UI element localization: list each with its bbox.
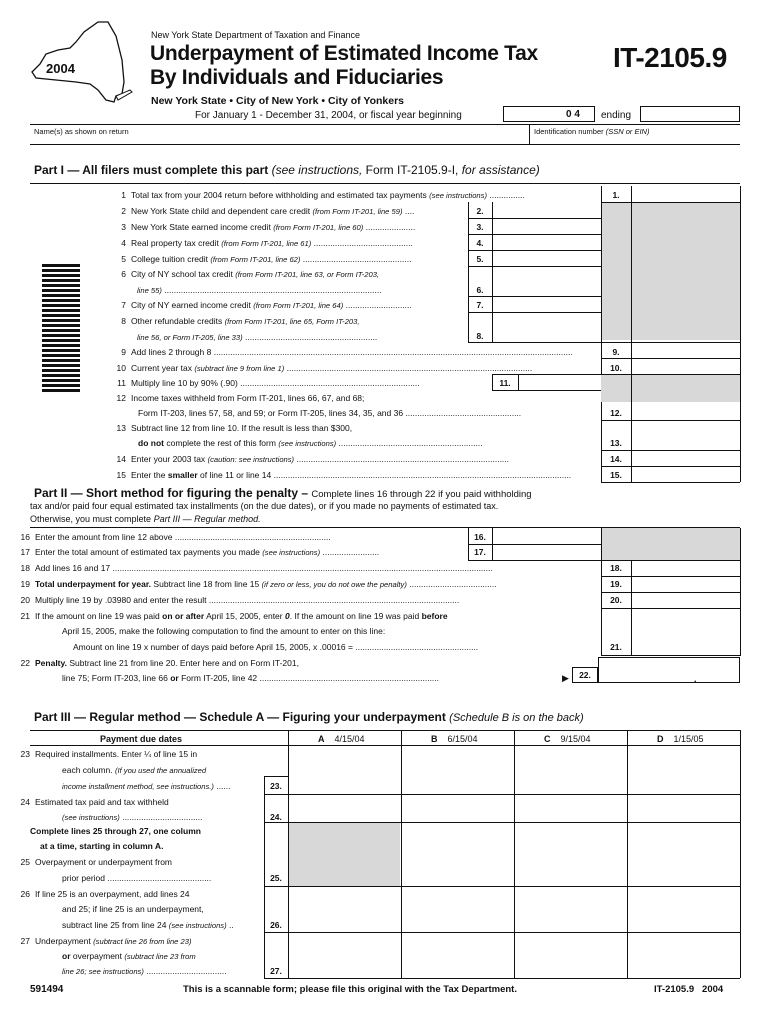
line-text-bold: Penalty. (35, 658, 67, 668)
form-id: IT-2105.9 (613, 42, 727, 73)
line-text: If line 25 is an overpayment, add lines 24 (35, 889, 190, 899)
line-27 (14, 936, 191, 946)
line-27-col-d[interactable] (628, 960, 739, 978)
line-text-bold: on or after (162, 611, 205, 621)
leader-dots: ........................................................ (245, 332, 378, 342)
line-number: 3 (121, 222, 126, 232)
line-number: 16 (20, 532, 30, 542)
col-date: 4/15/04 (334, 734, 365, 744)
form-year: 2004 (46, 61, 75, 76)
line-number: 27 (20, 936, 30, 946)
line-5 (110, 254, 411, 264)
leader-dots: .......................................................................................................... (208, 595, 460, 605)
line-13 (110, 423, 352, 433)
period-label: For January 1 - December 31, 2004, or fiscal year beginning (195, 110, 462, 121)
col-letter: A (318, 734, 325, 744)
line-text-2: complete the rest of this form (166, 438, 276, 448)
complete-instruction-1: Complete lines 25 through 27, one column (30, 826, 201, 836)
line-text: Current year tax (131, 363, 192, 373)
barcode (42, 264, 80, 394)
names-label: Name(s) as shown on return (34, 127, 129, 136)
line-23-col-b[interactable] (402, 776, 513, 794)
col-b-header (431, 734, 478, 744)
line-text: Real property tax credit (131, 238, 219, 248)
line-16 (14, 532, 331, 542)
line-15-label: 15. (610, 470, 622, 480)
line-7-label: 7. (476, 300, 484, 310)
col-date: 1/15/05 (673, 734, 704, 744)
line-21-calc (73, 642, 478, 652)
line-23-col-a[interactable] (289, 776, 400, 794)
line-6 (110, 269, 379, 279)
part3-title-italic: (Schedule B is on the back) (449, 712, 584, 724)
line-19 (14, 579, 497, 589)
line-24-cont (62, 812, 203, 822)
line-text: Enter the total amount of estimated tax payments you made (35, 547, 260, 557)
part3-title-bold: Part III — Regular method — Schedule A — Figuring your underpayment (34, 710, 446, 724)
line-16-amount[interactable] (493, 528, 600, 544)
line-22-amount[interactable] (598, 657, 740, 683)
line-26-col-a[interactable] (289, 914, 400, 932)
line-12-amount[interactable] (632, 402, 739, 420)
line-number: 23 (20, 749, 30, 759)
line-3-label: 3. (476, 222, 484, 232)
line-27-label: 27. (270, 966, 282, 976)
line-text: New York State earned income credit (131, 222, 271, 232)
part2-desc-2 (30, 514, 261, 524)
ending-label: ending (601, 110, 632, 121)
line-10-amount[interactable] (632, 358, 739, 374)
leader-dots: ...... (216, 781, 231, 791)
line-number: 13 (116, 423, 126, 433)
line-8-amount[interactable] (493, 327, 600, 342)
leader-dots: ............................ (345, 300, 412, 310)
line-number: 11 (117, 378, 126, 388)
part2-title (34, 486, 532, 500)
line-number: 21 (20, 611, 30, 621)
col-date: 6/15/04 (447, 734, 478, 744)
col-letter: D (657, 734, 664, 744)
payment-due-dates-header: Payment due dates (100, 734, 183, 744)
line-hint: (from Form IT-201, line 64) (253, 301, 344, 310)
leader-dots: .......................................................................................... (296, 454, 510, 464)
line-13-cont (138, 438, 483, 448)
part1-title-bold: Part I — All filers must complete this part (34, 163, 269, 177)
line-hint-2: line 56, or Form IT-205, line 33) (137, 333, 243, 342)
leader-dots: ........................................................................................................................................................ (213, 347, 573, 357)
line-text: Subtract line 18 from line 15 (153, 579, 260, 589)
line-text: Multiply line 19 by .03980 and enter the result (35, 595, 207, 605)
line-22 (14, 658, 299, 668)
line-number: 1 (121, 190, 126, 200)
line-14-label: 14. (610, 454, 622, 464)
line-26-col-b[interactable] (402, 914, 513, 932)
line-text-3: Amount on line 19 x number of days paid before April 15, 2005, x .00016 = (73, 642, 353, 652)
line-hint: (see instructions) (62, 813, 120, 822)
line-24-col-c[interactable] (515, 806, 626, 822)
line-hint: (If you used the annualized (114, 766, 207, 775)
line-number: 4 (121, 238, 126, 248)
line-hint: (from Form IT-201, line 62) (210, 255, 301, 264)
line-text-2: each column. (62, 765, 113, 775)
line-number: 14 (116, 454, 126, 464)
line-21-label: 21. (610, 642, 622, 652)
part1-title-tail: for assistance) (461, 163, 540, 177)
line-text-2: overpayment (72, 951, 123, 961)
part3-title (34, 710, 584, 724)
line-hint: (from Form IT-201, line 65, Form IT-203, (224, 317, 360, 326)
line-26 (14, 889, 190, 899)
line-17-amount[interactable] (493, 544, 600, 560)
id-hint: (SSN or EIN) (605, 127, 650, 136)
line-number: 20 (20, 595, 30, 605)
line-text-d: 0 (285, 611, 290, 621)
line-25 (14, 857, 172, 867)
line-21-amount[interactable] (632, 637, 739, 655)
line-7 (110, 300, 412, 310)
line-hint: (caution: see instructions) (207, 455, 295, 464)
line-number: 26 (20, 889, 30, 899)
line-10-label: 10. (610, 363, 622, 373)
line-text-f: before (421, 611, 448, 621)
line-25-col-b[interactable] (402, 868, 513, 886)
line-text: If the amount on line 19 was paid (35, 611, 160, 621)
line-27-col-c[interactable] (515, 960, 626, 978)
line-25-label: 25. (270, 873, 282, 883)
line-13-amount[interactable] (632, 432, 739, 450)
line-27-col-a[interactable] (289, 960, 400, 978)
decimal-point: . (694, 674, 697, 684)
leader-dots: ........................................................................................................ (286, 363, 533, 373)
period-digits: 0 4 (566, 109, 580, 120)
line-6-label: 6. (476, 285, 484, 295)
line-10 (110, 363, 532, 373)
col-letter: C (544, 734, 551, 744)
line-text-bold: do not (138, 438, 164, 448)
leader-dots: ............................................ (107, 873, 212, 883)
line-text-2: line 75; Form IT-203, line 66 (62, 673, 168, 683)
leader-dots: ............... (489, 190, 525, 200)
line-24-col-b[interactable] (402, 806, 513, 822)
line-text: Required installments. Enter ¼ of line 15 in (35, 749, 198, 759)
line-number: 18 (20, 563, 30, 573)
line-hint: (if zero or less, you do not owe the penalty) (261, 580, 407, 589)
line-number: 6 (121, 269, 126, 279)
line-5-amount[interactable] (493, 250, 600, 266)
leader-dots: .... (404, 206, 415, 216)
line-12-label: 12. (610, 408, 622, 418)
line-number: 8 (121, 316, 126, 326)
line-hint-3: line 26; see instructions) (62, 967, 144, 976)
line-4-label: 4. (476, 238, 484, 248)
line-text: Income taxes withheld from Form IT-201, lines 66, 67, and 68; (131, 393, 365, 403)
arrow-icon: ▶ (562, 673, 569, 683)
line-17 (14, 547, 379, 557)
line-6-cont (137, 285, 382, 295)
line-hint: (from Form IT-201, line 59) (312, 207, 403, 216)
line-14 (110, 454, 509, 464)
part2-title-bold: Part II — Short method for figuring the penalty – (34, 486, 309, 500)
line-17-label: 17. (474, 547, 486, 557)
col-letter: B (431, 734, 438, 744)
form-title-line1: Underpayment of Estimated Income Tax (150, 42, 538, 65)
line-hint: (subtract line 9 from line 1) (194, 364, 285, 373)
line-23-cont2 (62, 781, 231, 791)
line-number: 9 (121, 347, 126, 357)
line-hint-2: income installment method, see instructions.) (62, 782, 214, 791)
line-2-label: 2. (476, 206, 484, 216)
line-hint: (see instructions) (429, 191, 487, 200)
col-d-header (657, 734, 704, 744)
line-18-amount[interactable] (632, 560, 739, 576)
line-text: College tuition credit (131, 254, 209, 264)
line-2 (110, 206, 414, 216)
id-label: Identification number (534, 127, 604, 136)
leader-dots: ..................... (365, 222, 416, 232)
part2-desc-2a: Otherwise, you must complete (30, 514, 152, 524)
part2-desc-2b: Part III — Regular method. (153, 514, 261, 524)
leader-dots: ............................................................................................ (164, 285, 382, 295)
leader-dots: .............................................................................................................................. (273, 470, 572, 480)
footer-form-year: IT-2105.9 2004 (654, 984, 724, 995)
part2-title-rest: Complete lines 16 through 22 if you paid withholding (311, 489, 532, 500)
line-number: 5 (121, 254, 126, 264)
line-6-amount[interactable] (493, 280, 600, 296)
line-3 (110, 222, 415, 232)
line-24-col-d[interactable] (628, 806, 739, 822)
line-number: 12 (116, 393, 126, 403)
line-text-2: Form IT-203, lines 57, 58, and 59; or Form IT-205, lines 34, 35, and 36 (138, 408, 404, 418)
line-number: 15 (116, 470, 126, 480)
line-text-c: April 15, 2005, enter (206, 611, 283, 621)
line-number: 24 (20, 797, 30, 807)
fiscal-end-field[interactable] (640, 106, 740, 122)
fiscal-begin-field[interactable] (503, 106, 595, 122)
line-text: Subtract line 12 from line 10. If the result is less than $300, (131, 423, 353, 433)
jurisdictions: New York State • City of New York • City of Yonkers (151, 95, 405, 107)
line-text: Enter the (131, 470, 166, 480)
line-18 (14, 563, 493, 573)
line-hint: (see instructions) (278, 439, 337, 448)
leader-dots: ................................................. (405, 408, 522, 418)
line-number: 19 (20, 579, 30, 589)
line-text-2c: Form IT-205, line 42 (181, 673, 258, 683)
line-23-col-d[interactable] (628, 776, 739, 794)
complete-instruction-2: at a time, starting in column A. (40, 841, 164, 851)
line-27-cont2 (62, 966, 227, 976)
line-text: City of NY school tax credit (131, 269, 233, 279)
line-number: 22 (20, 658, 30, 668)
line-23-label: 23. (270, 781, 282, 791)
line-text: Enter your 2003 tax (131, 454, 206, 464)
line-hint: (from Form IT-201, line 61) (221, 239, 312, 248)
line-9-amount[interactable] (632, 342, 739, 358)
line-18-label: 18. (610, 563, 622, 573)
leader-dots: .............................................. (302, 254, 412, 264)
line-3-amount[interactable] (493, 218, 600, 234)
line-text-or: or (62, 951, 71, 961)
line-number: 7 (121, 300, 126, 310)
line-text-bold: Total underpayment for year. (35, 579, 152, 589)
id-label-wrap (534, 127, 649, 136)
leader-dots: ..................................... (409, 579, 497, 589)
line-11-amount[interactable] (519, 374, 601, 390)
col-c-header (544, 734, 591, 744)
line-number: 2 (121, 206, 126, 216)
line-text-e: . If the amount on line 19 was paid (289, 611, 420, 621)
line-26-col-c[interactable] (515, 914, 626, 932)
line-24-col-a[interactable] (289, 806, 400, 822)
leader-dots: ............................................................. (338, 438, 483, 448)
col-date: 9/15/04 (560, 734, 591, 744)
line-15 (110, 470, 571, 480)
line-24 (14, 797, 169, 807)
line-11 (110, 378, 420, 388)
line-number: 17 (20, 547, 30, 557)
footer-notice: This is a scannable form; please file this original with the Tax Department. (183, 984, 517, 995)
line-19-amount[interactable] (632, 576, 739, 592)
leader-dots: ............................................................................ (259, 673, 440, 683)
line-9-label: 9. (612, 347, 620, 357)
line-27-cont (62, 951, 196, 961)
line-15-amount[interactable] (632, 466, 739, 482)
leader-dots: .................................................... (355, 642, 479, 652)
line-27-col-b[interactable] (402, 960, 513, 978)
line-16-label: 16. (474, 532, 486, 542)
line-text: Total tax from your 2004 return before withholding and estimated tax payments (131, 190, 427, 200)
line-hint: (see instructions) (262, 548, 321, 557)
line-text: Enter the amount from line 12 above (35, 532, 173, 542)
line-20-label: 20. (610, 595, 622, 605)
line-text: Add lines 2 through 8 (131, 347, 212, 357)
line-20-amount[interactable] (632, 592, 739, 608)
leader-dots: .................................. (122, 812, 203, 822)
line-text: City of NY earned income credit (131, 300, 251, 310)
line-1 (110, 190, 525, 200)
line-5-label: 5. (476, 254, 484, 264)
line-hint: (see instructions) (168, 921, 227, 930)
line-text: Estimated tax paid and tax withheld (35, 797, 169, 807)
line-text: New York State child and dependent care credit (131, 206, 311, 216)
line-26-cont2 (62, 920, 234, 930)
line-text: Overpayment or underpayment from (35, 857, 173, 867)
line-text: Subtract line 21 from line 20. Enter here and on Form IT-201, (69, 658, 299, 668)
col-a-header (318, 734, 365, 744)
line-14-amount[interactable] (632, 450, 739, 466)
part1-title-form: Form IT-2105.9-I, (365, 163, 459, 177)
line-7-amount[interactable] (493, 296, 600, 312)
part2-desc-1: tax and/or paid four equal estimated tax installments (on the due dates), or if you made no payments of estimated tax. (30, 501, 499, 511)
leader-dots: .................................................................. (174, 532, 331, 542)
line-21-cont: April 15, 2005, make the following computation to find the amount to enter on this line: (62, 626, 386, 636)
line-8-label: 8. (476, 331, 484, 341)
leader-dots: ............................................................................ (240, 378, 420, 388)
footer-code: 591494 (30, 984, 64, 995)
line-9 (110, 347, 573, 357)
line-hint: (subtract line 26 from line 23) (93, 937, 192, 946)
line-12 (110, 393, 364, 403)
line-text-2: prior period (62, 873, 105, 883)
line-25-col-d[interactable] (628, 868, 739, 886)
line-number: 25 (20, 857, 30, 867)
line-19-label: 19. (610, 579, 622, 589)
line-23-col-c[interactable] (515, 776, 626, 794)
leader-dots: ................................................................................................................................................................. (112, 563, 493, 573)
line-22-cont (62, 673, 439, 683)
line-hint: (from Form IT-201, line 63, or Form IT-203, (235, 270, 380, 279)
line-26-cont: and 25; if line 25 is an underpayment, (62, 904, 204, 914)
line-26-label: 26. (270, 920, 282, 930)
agency-name: New York State Department of Taxation and Finance (151, 30, 360, 40)
line-text-c: of line 11 or line 14 (200, 470, 272, 480)
line-text-or: or (170, 673, 179, 683)
part1-title-italic: (see instructions, (271, 163, 363, 177)
line-8-cont (137, 332, 377, 342)
line-8 (110, 316, 359, 326)
line-24-label: 24. (270, 812, 282, 822)
leader-dots: ........................ (322, 547, 380, 557)
line-21 (14, 611, 448, 621)
form-title-line2: By Individuals and Fiduciaries (150, 66, 444, 89)
line-text: Other refundable credits (131, 316, 223, 326)
line-11-label: 11. (499, 378, 511, 388)
line-13-label: 13. (610, 438, 622, 448)
line-hint-2: line 55) (137, 286, 162, 295)
line-number: 10 (116, 363, 126, 373)
part1-title (34, 163, 540, 177)
line-22-label: 22. (572, 667, 598, 683)
line-25-col-c[interactable] (515, 868, 626, 886)
line-23-cont (62, 765, 206, 775)
line-text-3: subtract line 25 from line 24 (62, 920, 167, 930)
line-12-cont (138, 408, 521, 418)
line-2-amount[interactable] (493, 202, 600, 218)
line-4 (110, 238, 413, 248)
line-text-bold: smaller (167, 470, 198, 480)
line-26-col-d[interactable] (628, 914, 739, 932)
line-text: Multiply line 10 by 90% (.90) (131, 378, 238, 388)
leader-dots: .......................................... (313, 238, 413, 248)
line-1-label: 1. (612, 190, 620, 200)
line-20 (14, 595, 459, 605)
leader-dots: .. (229, 920, 234, 930)
leader-dots: .................................. (146, 966, 227, 976)
line-1-amount[interactable] (632, 186, 739, 202)
ny-state-map-logo (26, 20, 136, 106)
line-text: Add lines 16 and 17 (35, 563, 111, 573)
line-text: Underpayment (35, 936, 91, 946)
line-hint-2: (subtract line 23 from (124, 952, 196, 961)
line-4-amount[interactable] (493, 234, 600, 250)
line-25-cont (62, 873, 211, 883)
line-hint: (from Form IT-201, line 60) (273, 223, 364, 232)
line-23 (14, 749, 197, 759)
